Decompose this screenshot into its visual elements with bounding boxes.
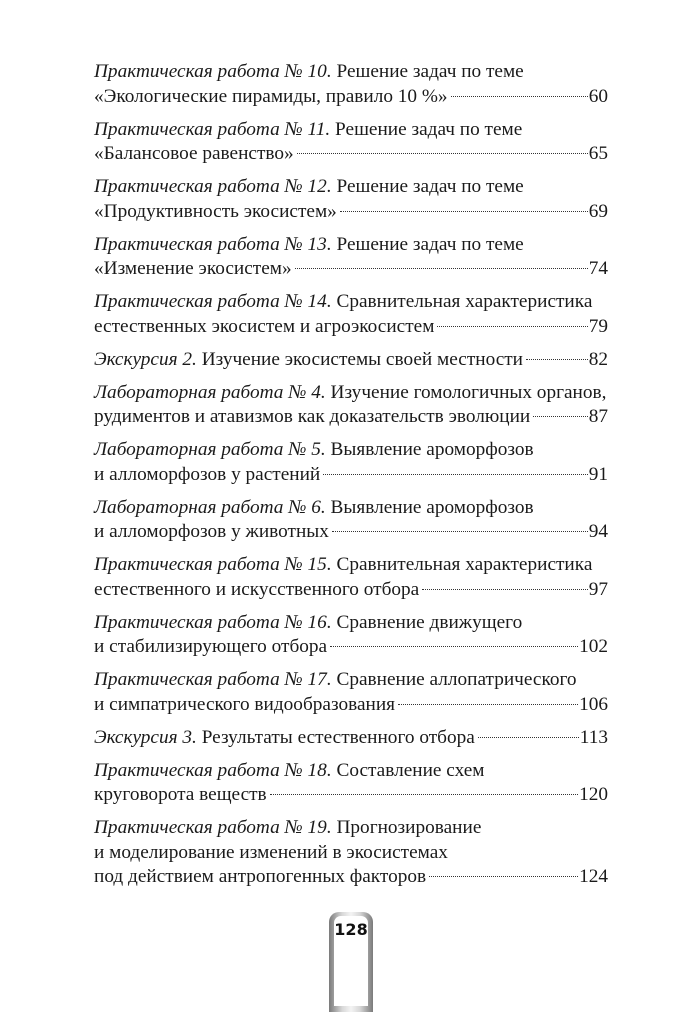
- toc-entry-text: под действием антропогенных факторов: [94, 866, 427, 887]
- toc-entry-line: [94, 175, 608, 200]
- toc-entry-line: [94, 142, 608, 167]
- dot-leader: [330, 646, 578, 647]
- dot-leader: [526, 359, 588, 360]
- toc-entry-line: [94, 553, 608, 578]
- toc-entry-line: [94, 257, 608, 282]
- dot-leader: [398, 704, 578, 705]
- toc-entry-text: Сравнение движущего: [336, 611, 523, 633]
- toc-entry-text: и алломорфозов у растений: [94, 463, 321, 485]
- toc-entry-line: [94, 496, 608, 521]
- dot-leader: [451, 96, 588, 97]
- toc-entry-text: Решение задач по теме: [335, 118, 523, 140]
- toc-entry-page: 97: [588, 578, 608, 600]
- toc-entry-page: 60: [588, 85, 608, 107]
- toc-entry-line: [94, 381, 608, 406]
- toc-entry-kind: Практическая работа № 11.: [94, 118, 331, 140]
- toc-entry: [94, 381, 608, 430]
- toc-entry-page: 124: [579, 866, 608, 887]
- toc-entry-line: [94, 200, 608, 225]
- toc-entry-line: [94, 726, 608, 751]
- toc-entry-kind: Практическая работа № 16.: [94, 611, 332, 633]
- toc-entry-page: 65: [588, 143, 608, 164]
- toc-entry: [94, 816, 608, 890]
- toc-entry: [94, 438, 608, 487]
- toc-entry-text: Решение задач по теме: [336, 233, 524, 255]
- toc-entry-line: [94, 405, 608, 430]
- toc-entry-kind: Экскурсия 3.: [94, 726, 197, 748]
- toc-entry-line: [94, 693, 608, 718]
- toc-entry: [94, 553, 608, 602]
- toc-entry-line: [94, 611, 608, 636]
- toc-entry-page: 120: [579, 784, 608, 805]
- dot-leader: [270, 794, 578, 795]
- table-of-contents: [94, 60, 608, 898]
- toc-entry-text: Изучение гомологичных органов,: [330, 381, 607, 403]
- toc-entry-kind: Практическая работа № 14.: [94, 291, 332, 312]
- toc-entry-kind: Практическая работа № 15.: [94, 554, 332, 575]
- toc-entry-text: Сравнительная характеристика: [336, 554, 593, 575]
- toc-entry-kind: Экскурсия 2.: [94, 348, 197, 370]
- toc-entry: [94, 496, 608, 545]
- toc-entry-page: 82: [588, 348, 608, 370]
- toc-entry-text: Сравнение аллопатрического: [336, 669, 577, 690]
- toc-entry-line: [94, 816, 608, 841]
- toc-entry-line: [94, 841, 608, 866]
- toc-entry-line: [94, 783, 608, 808]
- toc-entry-line: [94, 290, 608, 315]
- toc-entry: [94, 611, 608, 660]
- toc-entry-line: [94, 759, 608, 784]
- toc-entry-text: Выявление ароморфозов: [330, 496, 534, 518]
- toc-entry-line: [94, 60, 608, 85]
- toc-entry-page: 102: [579, 636, 608, 657]
- toc-entry-page: 91: [588, 463, 608, 485]
- toc-entry-line: [94, 520, 608, 545]
- toc-entry: [94, 233, 608, 282]
- dot-leader: [533, 416, 588, 417]
- toc-entry-text: «Изменение экосистем»: [94, 258, 292, 279]
- toc-entry-line: [94, 668, 608, 693]
- toc-entry-line: [94, 315, 608, 340]
- toc-entry: [94, 118, 608, 167]
- toc-entry-text: и алломорфозов у животных: [94, 521, 329, 542]
- toc-entry-page: 94: [588, 521, 608, 542]
- toc-entry-page: 69: [588, 200, 608, 222]
- toc-entry: [94, 60, 608, 109]
- toc-entry-text: «Продуктивность экосистем»: [94, 200, 337, 222]
- toc-entry-line: [94, 578, 608, 603]
- toc-entry-line: [94, 438, 608, 463]
- toc-entry-text: круговорота веществ: [94, 784, 267, 805]
- toc-entry-line: [94, 85, 608, 110]
- toc-entry-kind: Лабораторная работа № 6.: [94, 496, 326, 518]
- page-number: 128: [334, 920, 368, 939]
- toc-entry: [94, 175, 608, 224]
- toc-entry-kind: Лабораторная работа № 5.: [94, 439, 326, 460]
- toc-entry-text: Сравнительная характеристика: [336, 291, 593, 312]
- toc-entry-text: Решение задач по теме: [336, 61, 524, 82]
- toc-entry-text: «Балансовое равенство»: [94, 143, 294, 164]
- toc-entry-kind: Практическая работа № 13.: [94, 233, 332, 255]
- toc-entry-page: 74: [588, 258, 608, 279]
- toc-entry-kind: Практическая работа № 18.: [94, 759, 332, 781]
- toc-entry-line: [94, 463, 608, 488]
- toc-entry-line: [94, 635, 608, 660]
- toc-entry-text: Решение задач по теме: [336, 176, 524, 197]
- dot-leader: [340, 211, 588, 212]
- toc-entry-text: рудиментов и атавизмов как доказательств эволюции: [94, 406, 531, 427]
- toc-entry: [94, 759, 608, 808]
- toc-entry-page: 79: [588, 315, 608, 337]
- toc-entry-text: «Экологические пирамиды, правило 10 %»: [94, 85, 448, 107]
- toc-entry-page: 113: [579, 726, 608, 748]
- toc-entry-line: [94, 118, 608, 143]
- dot-leader: [332, 531, 588, 532]
- dot-leader: [323, 474, 587, 475]
- dot-leader: [429, 876, 578, 877]
- toc-entry-kind: Практическая работа № 19.: [94, 817, 332, 838]
- toc-entry: [94, 668, 608, 717]
- dot-leader: [297, 153, 588, 154]
- toc-entry: [94, 348, 608, 373]
- toc-entry-text: естественного и искусственного отбора: [94, 578, 420, 600]
- toc-entry-text: и стабилизирующего отбора: [94, 636, 328, 657]
- toc-entry-text: Выявление ароморфозов: [330, 439, 534, 460]
- toc-entry-kind: Практическая работа № 12.: [94, 176, 332, 197]
- toc-entry-page: 106: [579, 693, 608, 715]
- toc-entry: [94, 726, 608, 751]
- dot-leader: [437, 326, 587, 327]
- dot-leader: [295, 268, 588, 269]
- toc-entry-kind: Практическая работа № 10.: [94, 61, 332, 82]
- toc-entry: [94, 290, 608, 339]
- toc-entry-text: Составление схем: [336, 759, 485, 781]
- toc-entry-kind: Практическая работа № 17.: [94, 669, 332, 690]
- toc-entry-text: естественных экосистем и агроэкосистем: [94, 315, 435, 337]
- dot-leader: [422, 589, 587, 590]
- toc-entry-text: Прогнозирование: [336, 817, 482, 838]
- toc-entry-text: и моделирование изменений в экосистемах: [94, 841, 448, 863]
- toc-entry-kind: Лабораторная работа № 4.: [94, 381, 326, 403]
- toc-entry-line: [94, 233, 608, 258]
- toc-entry-text: Результаты естественного отбора: [201, 726, 475, 748]
- toc-entry-line: [94, 348, 608, 373]
- toc-entry-text: Изучение экосистемы своей местности: [201, 348, 523, 370]
- toc-entry-text: и симпатрического видообразования: [94, 693, 396, 715]
- dot-leader: [478, 737, 579, 738]
- toc-entry-line: [94, 865, 608, 890]
- toc-entry-page: 87: [588, 406, 608, 427]
